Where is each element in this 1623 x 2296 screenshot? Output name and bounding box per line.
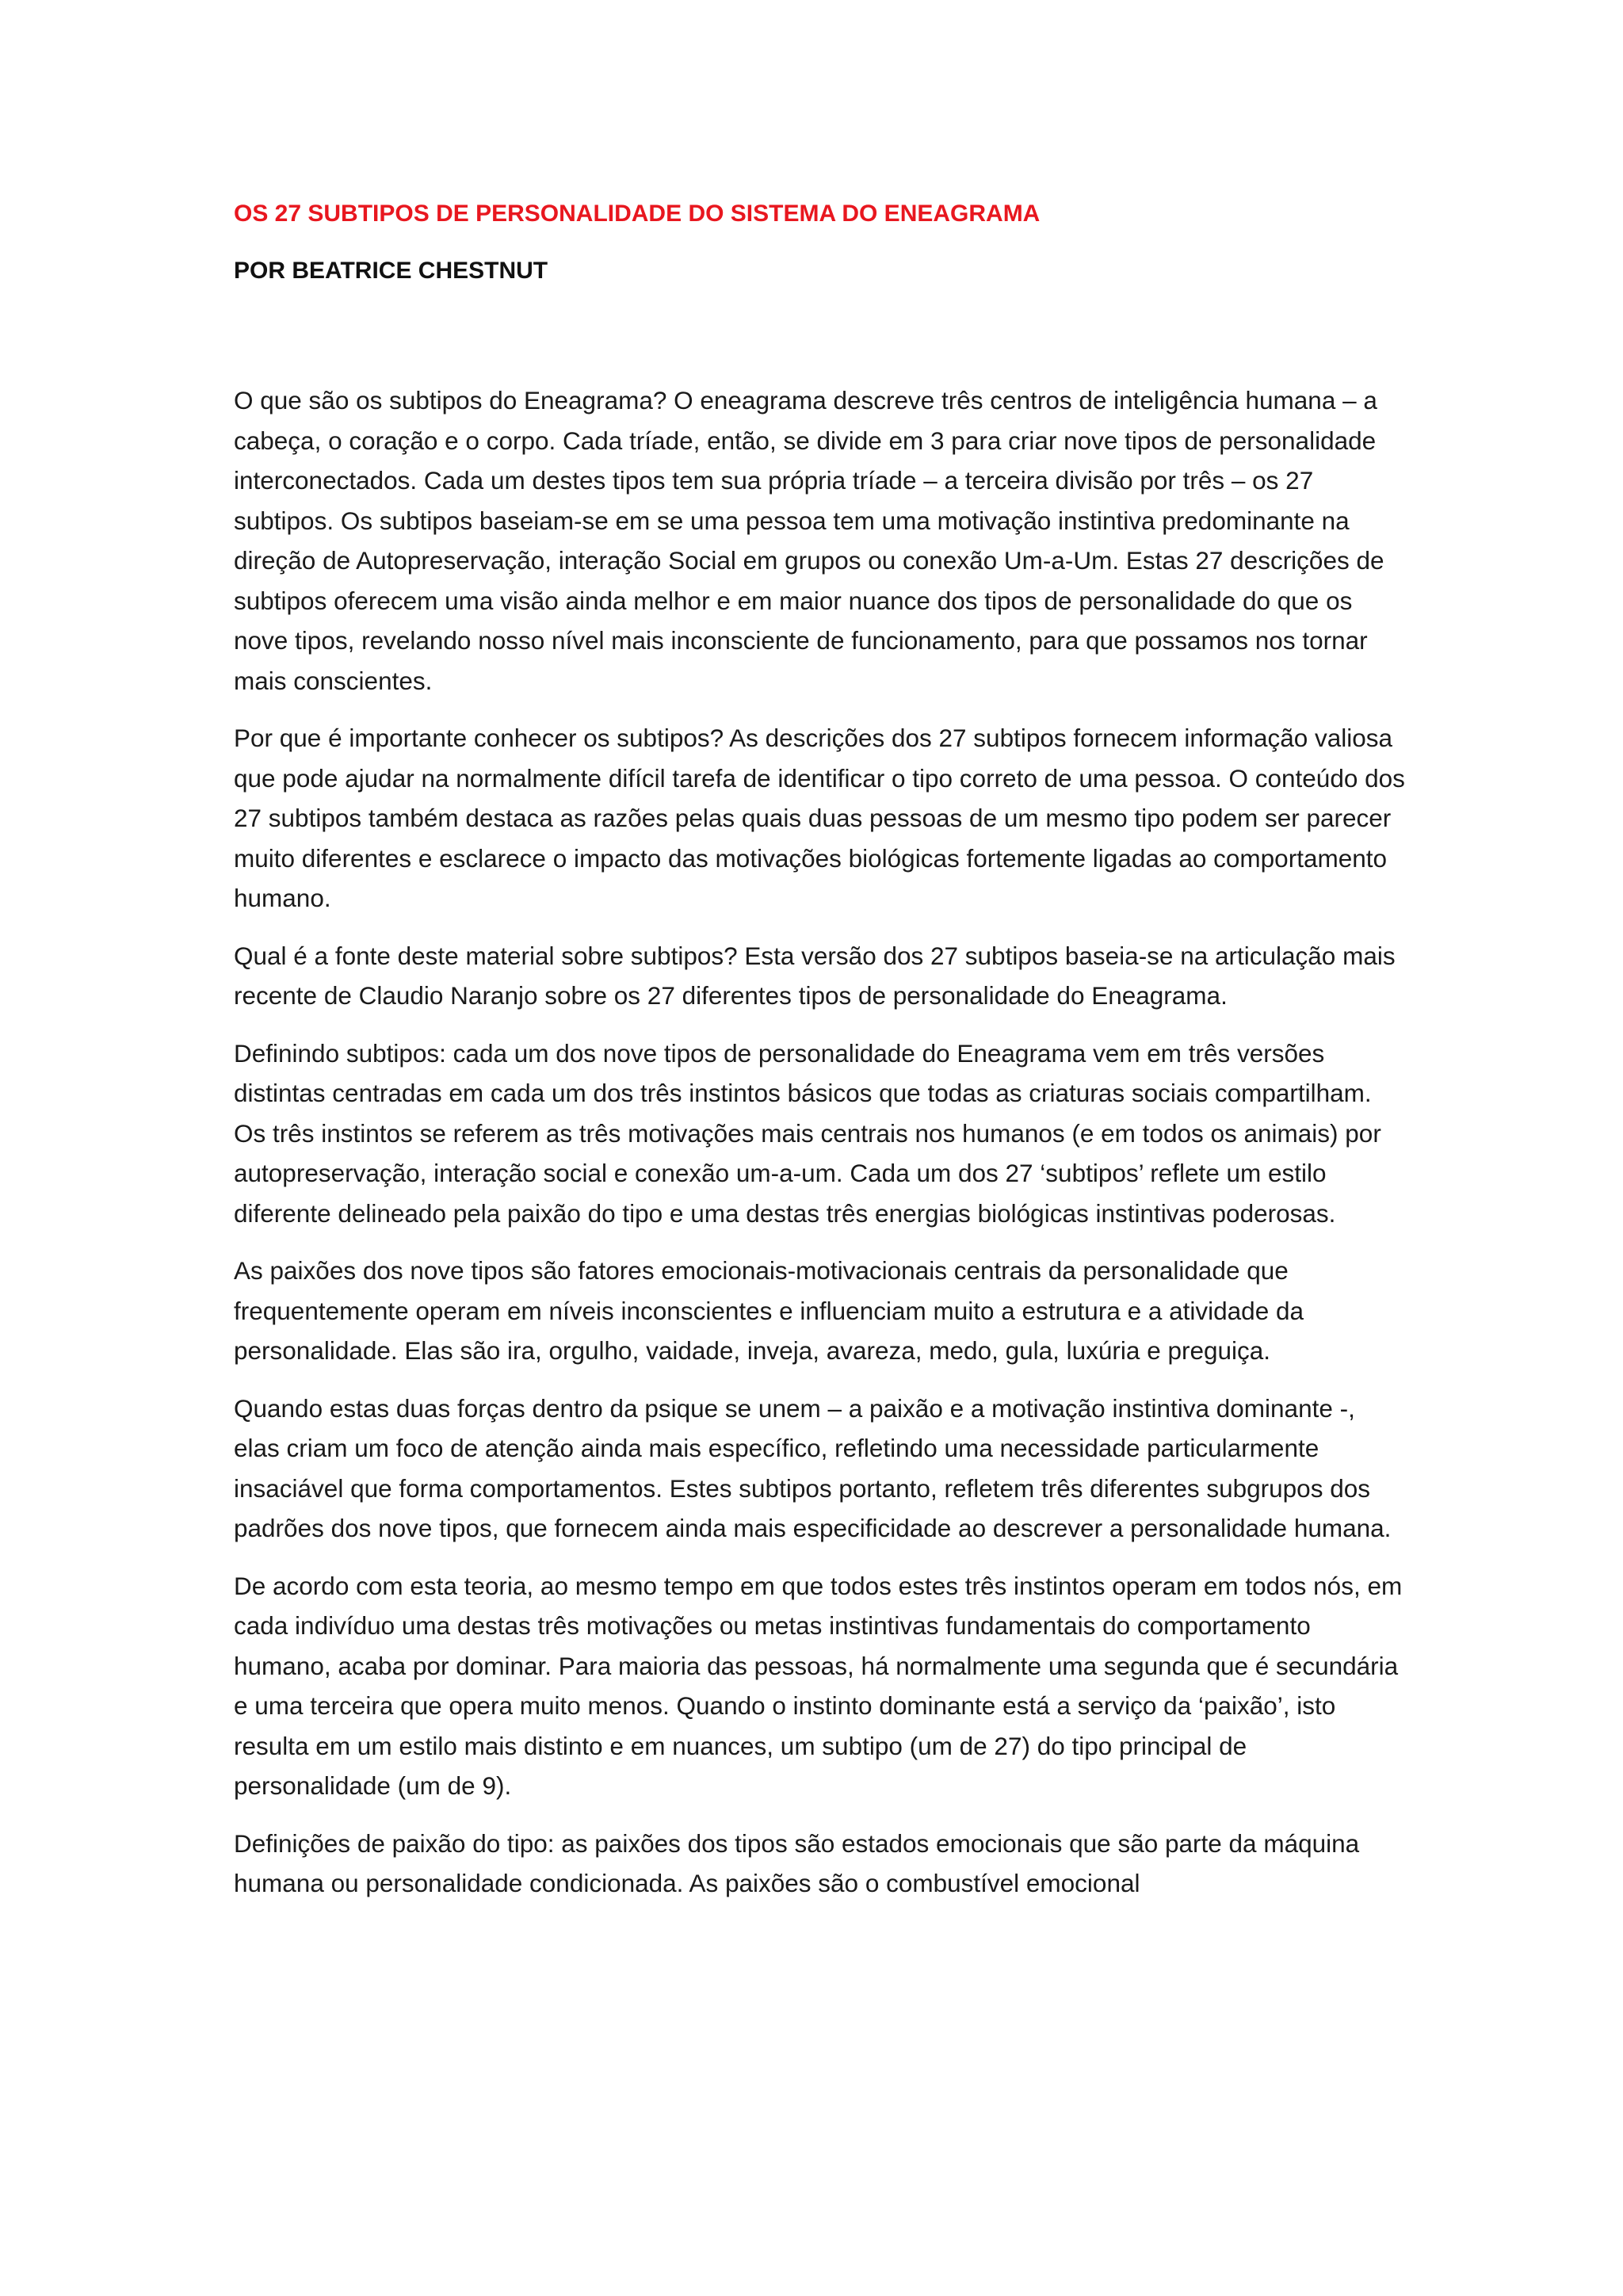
document-page: [234, 198, 1407, 1921]
paragraph: Definições de paixão do tipo: as paixões dos tipos são estados emocionais que são parte da máquina humana ou personalidade condicionada. As paixões são o combustível emocional: [234, 1828, 1360, 1897]
paragraph: O que são os subtipos do Eneagrama? O eneagrama descreve três centros de inteligência humana – a cabeça, o coração e o corpo. Cada tríade, então, se divide em 3 para criar nove tipos de personalidade interconectados. Cada um destes tipos tem sua própria tríade – a terceira divisão por três – os 27 subtipos. Os subtipos baseiam-se em se uma pessoa tem uma motivação instintiva predominante na direção de Autopreservação, interação Social em grupos ou conexão Um-a-Um. Estas 27 descrições de subtipos oferecem uma visão ainda melhor e em maior nuance dos tipos de personalidade do que os nove tipos, revelando nosso nível mais inconsciente de funcionamento, para que possamos nos tornar mais conscientes.: [234, 386, 1384, 695]
paragraph: As paixões dos nove tipos são fatores emocionais-motivacionais centrais da personalidade que frequentemente operam em níveis inconscientes e influenciam muito a estrutura e a atividade da personalidade. Elas são ira, orgulho, vaidade, inveja, avareza, medo, gula, luxúria e preguiça.: [234, 1256, 1304, 1365]
document-title: OS 27 SUBTIPOS DE PERSONALIDADE DO SISTEMA DO ENEAGRAMA: [234, 201, 1041, 227]
paragraph: Por que é importante conhecer os subtipos? As descrições dos 27 subtipos fornecem informação valiosa que pode ajudar na normalmente difícil tarefa de identificar o tipo correto de uma pessoa. O conteúdo dos 27 subtipos também destaca as razões pelas quais duas pessoas de um mesmo tipo podem ser parecer muito diferentes e esclarece o impacto das motivações biológicas fortemente ligadas ao comportamento humano.: [234, 724, 1405, 912]
paragraph: Quando estas duas forças dentro da psique se unem – a paixão e a motivação instintiva dominante -, elas criam um foco de atenção ainda mais específico, refletindo uma necessidade particularmente insaciável que forma comportamentos. Estes subtipos portanto, refletem três diferentes subgrupos dos padrões dos nove tipos, que fornecem ainda mais especificidade ao descrever a personalidade humana.: [234, 1393, 1392, 1542]
document-body: [234, 380, 1407, 1904]
paragraph: Definindo subtipos: cada um dos nove tipos de personalidade do Eneagrama vem em três versões distintas centradas em cada um dos três instintos básicos que todas as criaturas sociais compartilham. Os três instintos se referem as três motivações mais centrais nos humanos (e em todos os animais) por autopreservação, interação social e conexão um-a-um. Cada um dos 27 ‘subtipos’ reflete um estilo diferente delineado pela paixão do tipo e uma destas três energias biológicas instintivas poderosas.: [234, 1038, 1381, 1228]
document-author: POR BEATRICE CHESTNUT: [234, 258, 548, 284]
paragraph: Qual é a fonte deste material sobre subtipos? Esta versão dos 27 subtipos baseia-se na articulação mais recente de Claudio Naranjo sobre os 27 diferentes tipos de personalidade do Eneagrama.: [234, 941, 1396, 1010]
paragraph: De acordo com esta teoria, ao mesmo tempo em que todos estes três instintos operam em todos nós, em cada indivíduo uma destas três motivações ou metas instintivas fundamentais do comportamento humano, acaba por dominar. Para maioria das pessoas, há normalmente uma segunda que é secundária e uma terceira que opera muito menos. Quando o instinto dominante está a serviço da ‘paixão’, isto resulta em um estilo mais distinto e em nuances, um subtipo (um de 27) do tipo principal de personalidade (um de 9).: [234, 1571, 1403, 1800]
